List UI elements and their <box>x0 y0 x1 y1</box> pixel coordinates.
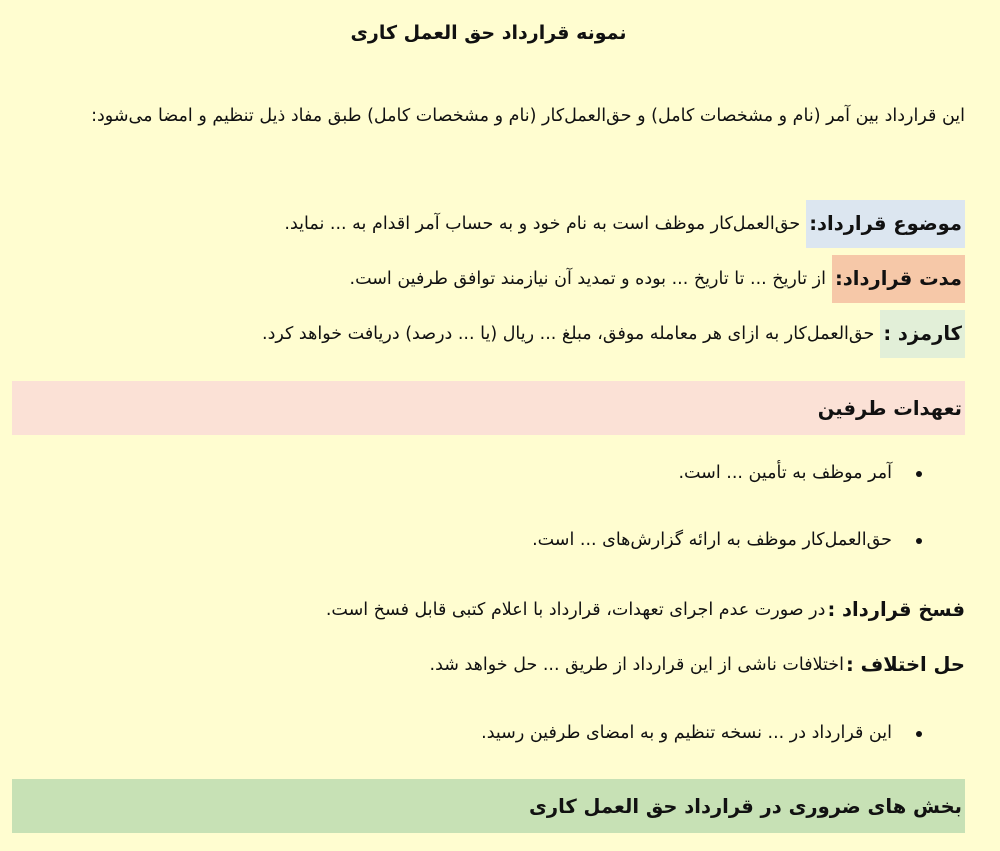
clause-fee-text: حق‌العمل‌کار به ازای هر معامله موفق، مبلغ ... ریال (یا ... درصد) دریافت خواهد کرد. <box>262 324 875 344</box>
obligations-heading: تعهدات طرفین <box>12 381 965 435</box>
clause-fee <box>262 310 965 358</box>
clause-termination-term: فسخ قرارداد : <box>827 598 965 621</box>
clause-duration <box>350 255 965 303</box>
page-title: نمونه قرارداد حق العمل کاری <box>350 22 627 44</box>
clause-duration-term: مدت قرارداد: <box>832 255 965 303</box>
copies-text: این قرارداد در ... نسخه تنظیم و به امضای طرفین رسید. <box>481 723 892 743</box>
clause-fee-term: کارمزد : <box>880 310 965 358</box>
clause-duration-text: از تاریخ ... تا تاریخ ... بوده و تمدید آن نیازمند توافق طرفین است. <box>349 269 826 289</box>
clause-subject <box>284 200 965 248</box>
obligation-text: حق‌العمل‌کار موظف به ارائه گزارش‌های ... است. <box>532 530 892 550</box>
clause-subject-term: موضوع قرارداد: <box>806 200 965 248</box>
clause-dispute-text: اختلافات ناشی از این قرارداد از طریق ... حل خواهد شد. <box>429 655 844 675</box>
clause-dispute-term: حل اختلاف : <box>846 653 965 676</box>
obligation-text: آمر موظف به تأمین ... است. <box>678 463 892 483</box>
clause-termination <box>326 586 965 634</box>
list-item <box>12 458 965 488</box>
bullet-icon <box>916 471 922 477</box>
intro-paragraph: این قرارداد بین آمر (نام و مشخصات کامل) و حق‌العمل‌کار (نام و مشخصات کامل) طبق مفاد ذیل تنظیم و امضا می‌شود: <box>91 106 965 126</box>
list-item <box>12 525 965 555</box>
clause-termination-text: در صورت عدم اجرای تعهدات، قرارداد با اعلام کتبی قابل فسخ است. <box>325 600 826 620</box>
contract-document <box>12 0 965 851</box>
list-item <box>12 718 965 748</box>
bullet-icon <box>916 731 922 737</box>
clause-subject-text: حق‌العمل‌کار موظف است به نام خود و به حساب آمر اقدام به ... نماید. <box>284 214 801 234</box>
bullet-icon <box>916 538 922 544</box>
essential-sections-heading: بخش های ضروری در قرارداد حق العمل کاری <box>12 779 965 833</box>
clause-dispute <box>430 641 965 689</box>
